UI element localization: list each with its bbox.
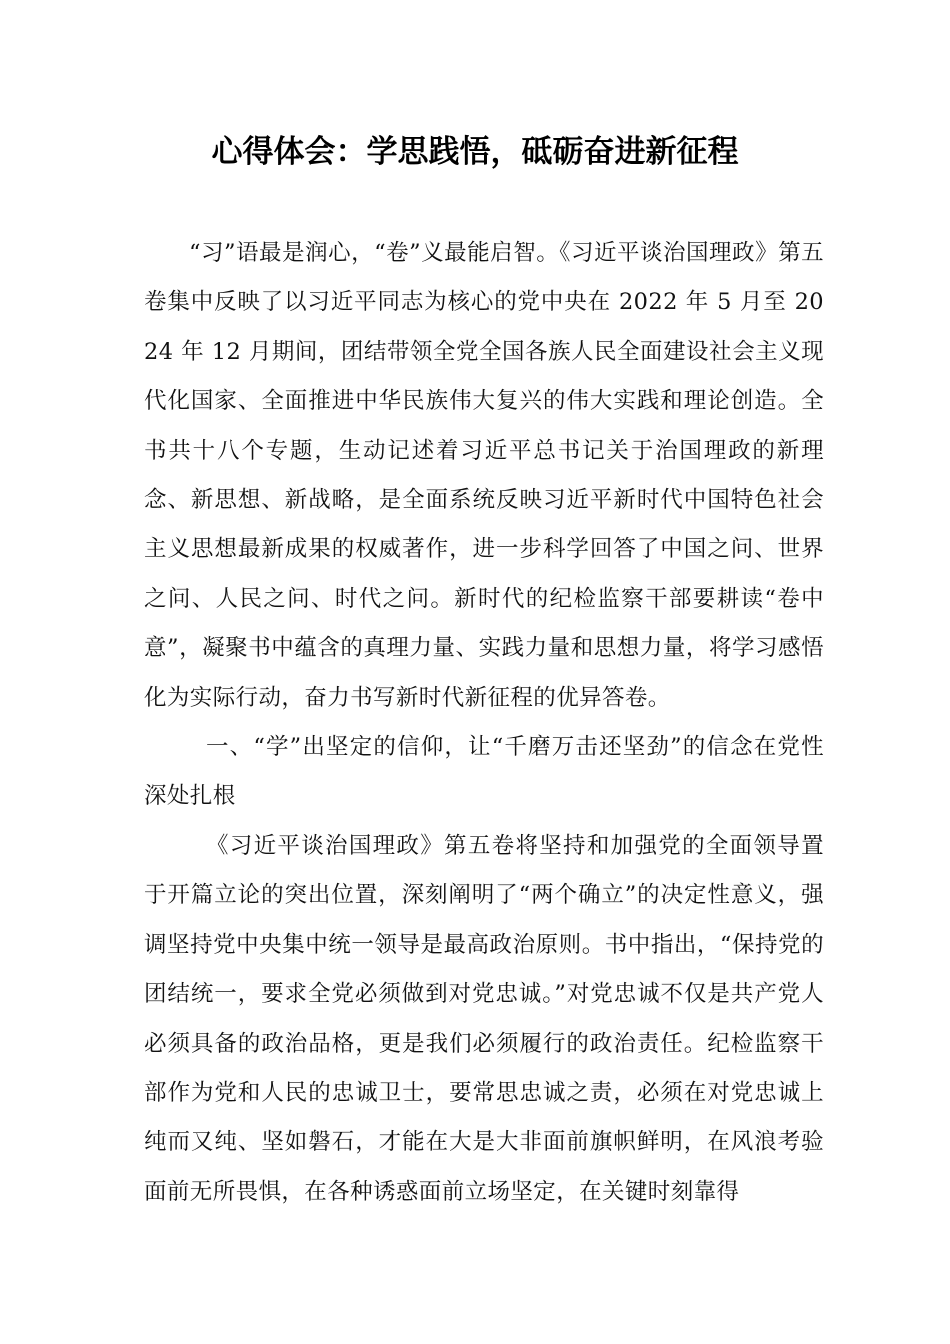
section-heading: 一、“学”出坚定的信仰，让“千磨万击还坚劲”的信念在党性深处扎根 — [144, 734, 824, 810]
intro-paragraph: “习”语最是润心，“卷”义最能启智。《习近平谈治国理政》第五卷集中反映了以习近平同志为核心的党中央在 2022 年 5 月至 2024 年 12 月期间，团结带领全党全国各族人民全面建设社会主义现代化国家、全面推进中华民族伟大复兴的伟大实践和理论创造。全书共十八个专题，生动记述着习近平总书记关于治国理政的新理念、新思想、新战略，是全面系统反映习近平新时代中国特色社会主义思想最新成果的权威著作，进一步科学回答了中国之问、世界之问、人民之问、时代之问。新时代的纪检监察干部要耕读“卷中意”，凝聚书中蕴含的真理力量、实践力量和思想力量，将学习感悟化为实际行动，奋力书写新时代新征程的优异答卷。 — [144, 240, 824, 711]
document-title: 心得体会：学思践悟，砥砺奋进新征程 — [211, 134, 739, 170]
document-body — [144, 229, 824, 1217]
section-paragraph: 《习近平谈治国理政》第五卷将坚持和加强党的全面领导置于开篇立论的突出位置，深刻阐明了“两个确立”的决定性意义，强调坚持党中央集中统一领导是最高政治原则。书中指出，“保持党的团结统一，要求全党必须做到对党忠诚。”对党忠诚不仅是共产党人必须具备的政治品格，更是我们必须履行的政治责任。纪检监察干部作为党和人民的忠诚卫士，要常思忠诚之责，必须在对党忠诚上纯而又纯、坚如磐石，才能在大是大非面前旗帜鲜明，在风浪考验面前无所畏惧，在各种诱惑面前立场坚定，在关键时刻靠得 — [144, 832, 824, 1205]
